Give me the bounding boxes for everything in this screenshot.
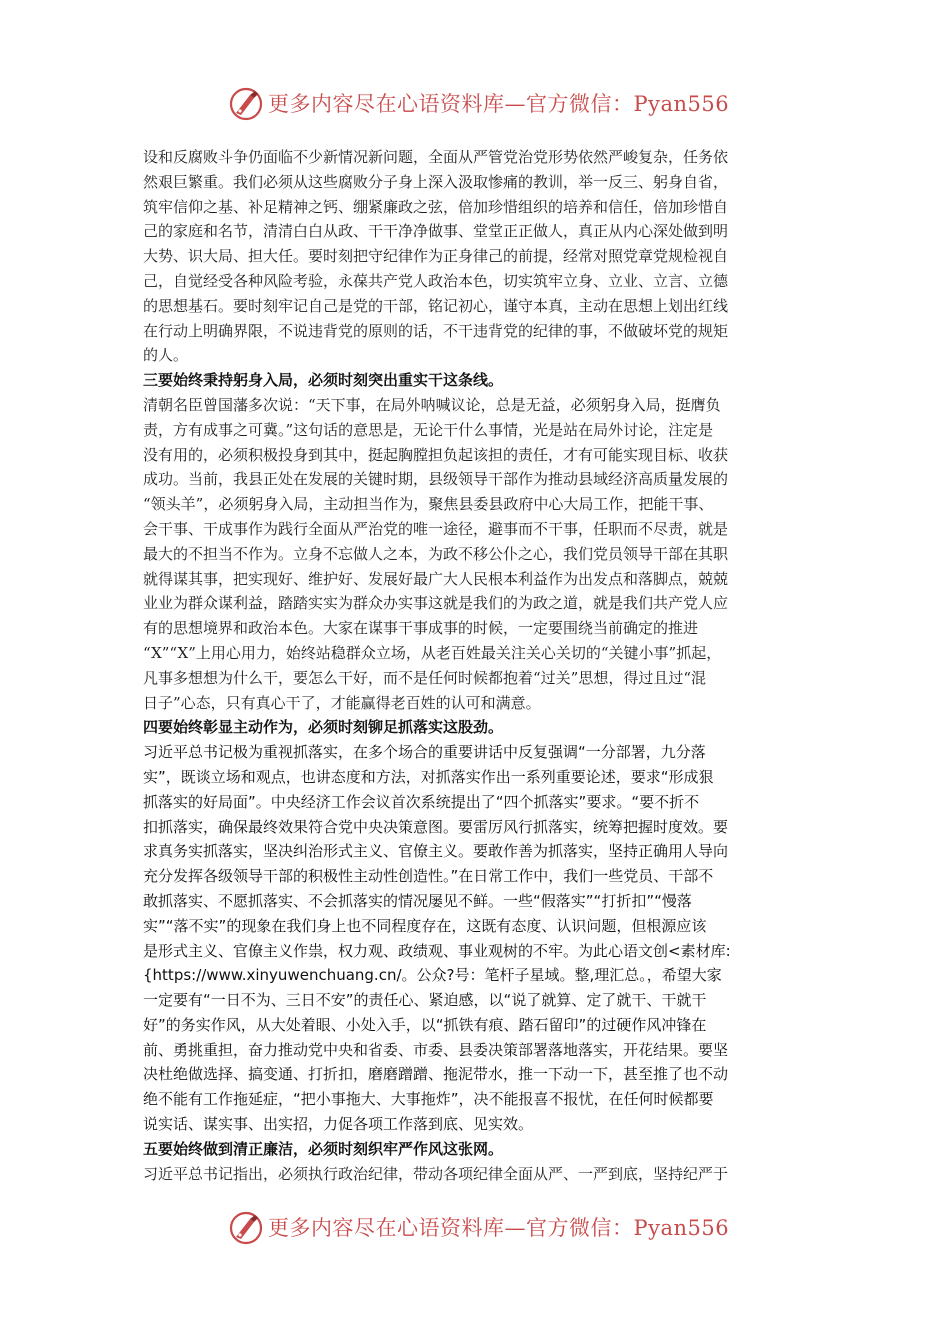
text-line: 筑牢信仰之基、补足精神之钙、绷紧廉政之弦，倍加珍惜组织的培养和信任，倍加珍惜自 [143,197,729,216]
pen-nib-logo-icon [228,1210,264,1246]
text-line: 设和反腐败斗争仍面临不少新情况新问题，全面从严管党治党形势依然严峻复杂，任务依 [143,148,729,166]
text-line: 日子”心态，只有真心干了，才能赢得老百姓的认可和满意。 [143,693,541,712]
text-line: 敢抓落实、不愿抓落实、不会抓落实的情况屡见不鲜。一些“假落实”“打折扣”“慢落 [143,891,692,910]
document-body [143,145,813,1186]
text-line: 习近平总书记极为重视抓落实，在多个场合的重要讲话中反复强调“一分部署，九分落 [143,743,706,762]
text-line: 充分发挥各级领导干部的积极性主动性创造性。”在日常工作中，我们一些党员、干部不 [143,867,714,886]
banner-text: 更多内容尽在心语资料库—官方微信：Pyan556 [268,1216,730,1240]
text-line: 的思想基石。要时刻牢记自己是党的干部，铭记初心，谨守本真，主动在思想上划出红线 [143,296,729,315]
text-line: 前、勇挑重担，奋力推动党中央和省委、市委、县委决策部署落地落实，开花结果。要坚 [143,1040,729,1059]
text-line: 然艰巨繁重。我们必须从这些腐败分子身上深入汲取惨痛的教训，举一反三、躬身自省， [143,172,729,191]
text-line: 就得谋其事，把实现好、维护好、发展好最广大人民根本利益作为出发点和落脚点，兢兢 [143,569,729,588]
text-line: 好”的务实作风，从大处着眼、小处入手，以“抓铁有痕、踏石留印”的过硬作风冲锋在 [143,1015,707,1034]
text-line: 是形式主义、官僚主义作祟，权力观、政绩观、事业观树的不牢。为此心语文创<素材库: [143,941,731,960]
text-line: 决杜绝做选择、搞变通、打折扣，磨磨蹭蹭、拖泥带水，推一下动一下，甚至推了也不动 [143,1065,729,1084]
section-heading: 五要始终做到清正廉洁，必须时刻织牢严作风这张网。 [143,1139,504,1158]
text-line: {https://www.xinyuwenchuang.cn/。公众?号：笔杆子星域。整,理汇总。，希望大家 [143,966,722,985]
text-line: 求真务实抓落实，坚决纠治形式主义、官僚主义。要敢作善为抓落实，坚持正确用人导向 [143,842,729,861]
banner-text: 更多内容尽在心语资料库—官方微信：Pyan556 [268,92,730,116]
header-watermark-banner [0,82,950,126]
footer-watermark-banner [0,1206,950,1250]
text-line: 成功。当前，我县正处在发展的关键时期，县级领导干部作为推动县域经济高质量发展的 [143,470,729,489]
text-line: 会干事、干成事作为践行全面从严治党的唯一途径，避事而不干事，任职而不尽责，就是 [143,519,729,538]
text-line: 责，方有成事之可冀。”这句话的意思是，无论干什么事情，光是站在局外讨论，注定是 [143,420,714,439]
text-line: “领头羊”，必须躬身入局，主动担当作为，聚焦县委县政府中心大局工作，把能干事、 [143,495,714,514]
text-line: 业业为群众谋利益，踏踏实实为群众办实事这就是我们的为政之道，就是我们共产党人应 [143,594,729,613]
text-line: 绝不能有工作拖延症，“把小事拖大、大事拖炸”，决不能报喜不报忧，在任何时候都要 [143,1090,714,1109]
text-line: 己，自觉经受各种风险考验，永葆共产党人政治本色，切实筑牢立身、立业、立言、立德 [143,271,729,290]
text-line: 大势、识大局、担大任。要时刻把守纪律作为正身律己的前提，经常对照党章党规检视自 [143,247,729,266]
text-line: 凡事多想想为什么干，要怎么干好，而不是任何时候都抱着“过关”思想，得过且过“混 [143,668,707,687]
text-line: 实”“落不实”的现象在我们身上也不同程度存在，这既有态度、认识问题，但根源应该 [143,916,707,935]
text-line: 己的家庭和名节，清清白白从政、干干净净做事、堂堂正正做人，真正从内心深处做到明 [143,222,729,241]
text-line: 一定要有“一日不为、三日不安”的责任心、紧迫感，以“说了就算、定了就干、干就干 [143,991,707,1010]
text-line: 有的思想境界和政治本色。大家在谋事干事成事的时候，一定要围绕当前确定的推进 [143,619,699,638]
pen-nib-logo-icon [228,86,264,122]
text-line: 清朝名臣曾国藩多次说：“天下事，在局外呐喊议论，总是无益，必须躬身入局，挺膺负 [143,395,721,414]
text-line: 扣抓落实，确保最终效果符合党中央决策意图。要雷厉风行抓落实，统筹把握时度效。要 [143,817,729,836]
text-line: 最大的不担当不作为。立身不忘做人之本，为政不移公仆之心，我们党员领导干部在其职 [143,544,729,563]
text-line: 习近平总书记指出，必须执行政治纪律，带动各项纪律全面从严、一严到底，坚持纪严于 [143,1164,729,1183]
section-heading: 三要始终秉持躬身入局，必须时刻突出重实干这条线。 [143,371,504,390]
text-line: 抓落实的好局面”。中央经济工作会议首次系统提出了“四个抓落实”要求。“要不折不 [143,792,700,811]
text-line: 没有用的，必须积极投身到其中，挺起胸膛担负起该担的责任，才有可能实现目标、收获 [143,445,729,464]
text-line: 在行动上明确界限，不说违背党的原则的话，不干违背党的纪律的事，不做破坏党的规矩 [143,321,729,340]
text-line: “X”“X”上用心用力，始终站稳群众立场，从老百姓最关注关心关切的“关键小事”抓起， [143,643,722,662]
text-line: 的人。 [143,346,189,365]
section-heading: 四要始终彰显主动作为，必须时刻铆足抓落实这股劲。 [143,718,504,737]
text-line: 说实话、谋实事、出实招，力促各项工作落到底、见实效。 [143,1115,534,1134]
text-line: 实”，既谈立场和观点，也讲态度和方法，对抓落实作出一系列重要论述，要求“形成狠 [143,767,714,786]
